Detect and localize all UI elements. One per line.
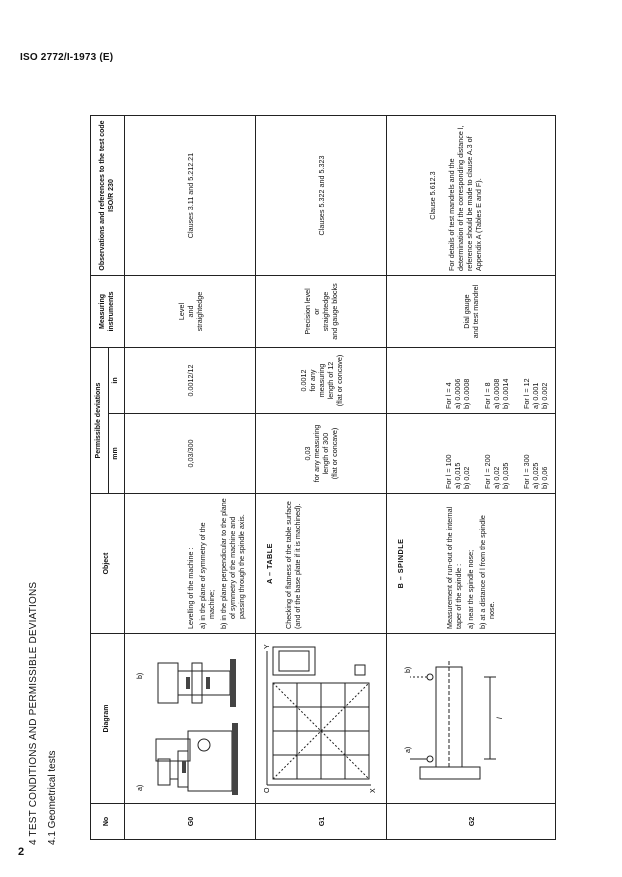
axis-label-y: Y [264,644,271,649]
in-group: For l = 4 a) 0.0006 b) 0.0008 [444,378,471,409]
observations-g1: Clauses 5.322 and 5.323 [256,116,387,276]
table-flatness-diagram [259,639,381,799]
spindle-runout-diagram [390,639,520,799]
permissible-in-g0: 0.0012/12 [125,348,256,414]
col-header-measuring: Measuring instruments [91,276,125,348]
object-text: Checking of flatness of the table surface (and of the base plate if it is machined). [284,501,302,629]
axis-label-o: O [264,787,271,793]
section-subtitle: 4.1 Geometrical tests [47,750,58,845]
diagram-g2 [387,634,556,804]
row-number: G2 [387,804,556,840]
table-row-g0 [125,116,256,840]
object-item-a: a) near the spindle nose; [466,549,475,629]
row-number: G1 [256,804,387,840]
observations-clause: Clause 5.612.3 [428,171,437,220]
permissible-in-g2 [387,348,556,414]
observations-g0: Clauses 3.11 and 5.212.21 [125,116,256,276]
object-item-b: b) at a distance of l from the spindle nose. [478,515,496,629]
col-header-in: in [109,348,125,414]
section-title: 4 TEST CONDITIONS AND PERMISSIBLE DEVIATIONS [28,581,39,845]
diagram-label-a: a) [137,784,144,791]
permissible-mm-g0: 0,03/300 [125,414,256,494]
section-spindle-title: B – SPINDLE [396,538,405,589]
object-intro: Measurement of run-out of the internal taper of the spindle : [445,506,463,629]
permissible-mm-g1: 0,03 for any measuring length of 300 (flat or concave) [256,414,387,494]
observations-note: For details of test mandrels and the determination of the corresponding distance l, reference should be made to clause A.3 of Appendix A (Tables E and F). [447,125,483,271]
permissible-mm-g2 [387,414,556,494]
object-g0 [125,494,256,634]
col-header-mm: mm [109,414,125,494]
object-g2 [387,494,556,634]
object-item-b: b) in the plane perpendicular to the plane of symmetry of the machine and passing through the spindle axis. [219,498,246,629]
table-row-g1 [256,116,387,840]
col-header-no: No [91,804,125,840]
section-heading [28,145,64,845]
milling-machine-levelling-diagram [128,639,250,799]
document-header: ISO 2772/I-1973 (E) [20,52,114,63]
object-g1 [256,494,387,634]
diagram-g1 [256,634,387,804]
geometrical-tests-table [90,115,556,840]
instruments-g0: Level and straightedge [125,276,256,348]
permissible-in-g1: 0.0012 for any measuring length of 12 (flat or concave) [256,348,387,414]
table-row-g2 [387,116,556,840]
rotated-spec-table [90,116,556,840]
diagram-g0 [125,634,256,804]
diagram-label-l: l [497,717,504,719]
col-header-diagram: Diagram [91,634,125,804]
in-group: For l = 12 a) 0.001 b) 0.002 [522,378,549,409]
col-header-permissible: Permissible deviations [91,348,109,494]
section-table-title: A – TABLE [265,543,274,584]
diagram-label-a: a) [405,746,412,753]
col-header-object: Object [91,494,125,634]
object-item-a: a) in the plane of symmetry of the machine; [198,522,216,629]
mm-group: For l = 100 a) 0,015 b) 0,02 [444,454,471,489]
mm-group: For l = 300 a) 0,025 b) 0,06 [522,454,549,489]
page-number: 2 [18,846,25,858]
instruments-g1: Precision level or straightedge and gauge blocks [256,276,387,348]
diagram-label-b: b) [137,672,144,679]
col-header-observations: Observations and references to the test code ISO/R 230 [91,116,125,276]
instruments-g2: Dial gauge and test mandrel [387,276,556,348]
in-group: For l = 8 a) 0.0008 b) 0.0014 [483,378,510,409]
row-number: G0 [125,804,256,840]
diagram-label-b: b) [405,666,412,673]
axis-label-x: X [370,788,377,793]
object-intro: Levelling of the machine : [186,547,195,629]
mm-group: For l = 200 a) 0,02 b) 0,035 [483,454,510,489]
observations-g2 [387,116,556,276]
